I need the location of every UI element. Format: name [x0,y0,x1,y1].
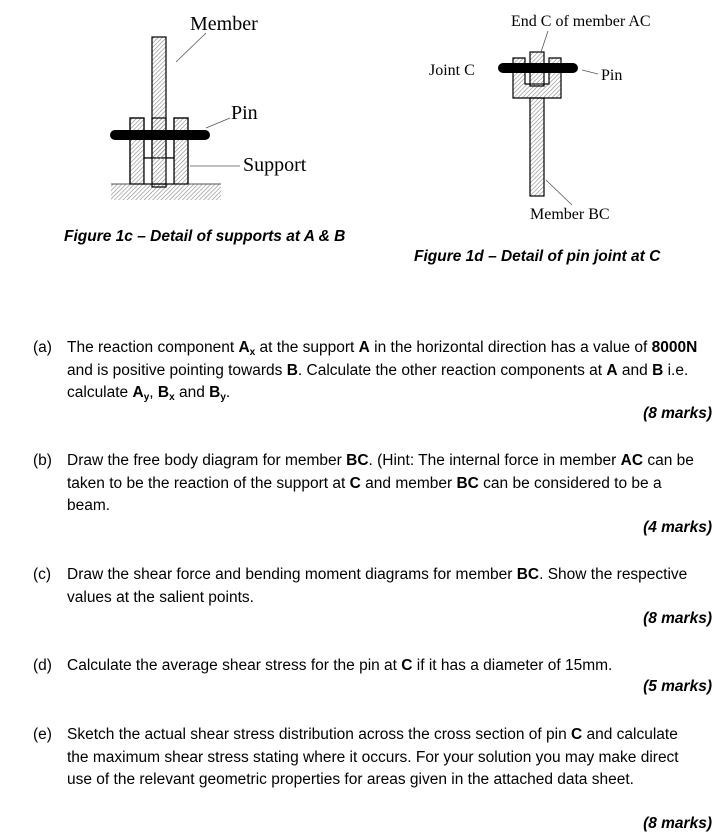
question-text: Draw the free body diagram for member BC. (Hint: The internal force in member AC can be taken to be the reaction of the support at C and member BC can be considered to be a beam. [67,452,694,514]
label-joint-c: Joint C [429,62,475,79]
label-member-bc: Member BC [530,206,610,223]
question-text: Sketch the actual shear stress distribution across the cross section of pin C and calculate the maximum shear stress stating where it occurs. For your solution you may make direct use of the relevant geometric properties for areas given in the attached data sheet. [67,726,679,788]
label-support: Support [243,154,307,176]
marks-a: (8 marks) [643,405,712,422]
marks-e: (8 marks) [643,815,712,832]
figure-1d-caption: Figure 1d – Detail of pin joint at C [414,248,661,265]
label-end-c: End C of member AC [511,13,651,30]
label-member: Member [190,13,258,35]
pin-bar [110,130,210,140]
question-label: (a) [33,339,52,356]
marks-c: (8 marks) [643,610,712,627]
label-pin: Pin [231,102,258,124]
pin-joint-detail-c [498,31,598,205]
question-label: (b) [33,452,52,469]
question-text: The reaction component $A_x$ at the support A in the horizontal direction has a value of 8000N and is positive pointing towards B. Calculate the other reaction components at A and B i.e. calculate $A_y$, $B_x$ and $B_y$. [67,339,698,403]
question-c [33,564,703,609]
member-bc-bar [530,98,544,196]
question-text: Calculate the average shear stress for the pin at C if it has a diameter of 15mm. [67,657,613,674]
label-pin-c: Pin [601,67,623,84]
pin-c-bar [498,63,578,73]
question-a [33,337,703,405]
question-text: Draw the shear force and bending moment diagrams for member BC. Show the respective values at the salient points. [67,566,688,606]
question-d [33,655,703,678]
question-label: (c) [33,566,52,583]
marks-d: (5 marks) [643,678,712,695]
support-detail-a-b [110,33,240,200]
question-label: (e) [33,726,52,743]
question-b [33,450,703,518]
figure-1c-caption: Figure 1c – Detail of supports at A & B [64,228,346,245]
question-e [33,724,703,792]
marks-b: (4 marks) [643,519,712,536]
question-label: (d) [33,657,52,674]
